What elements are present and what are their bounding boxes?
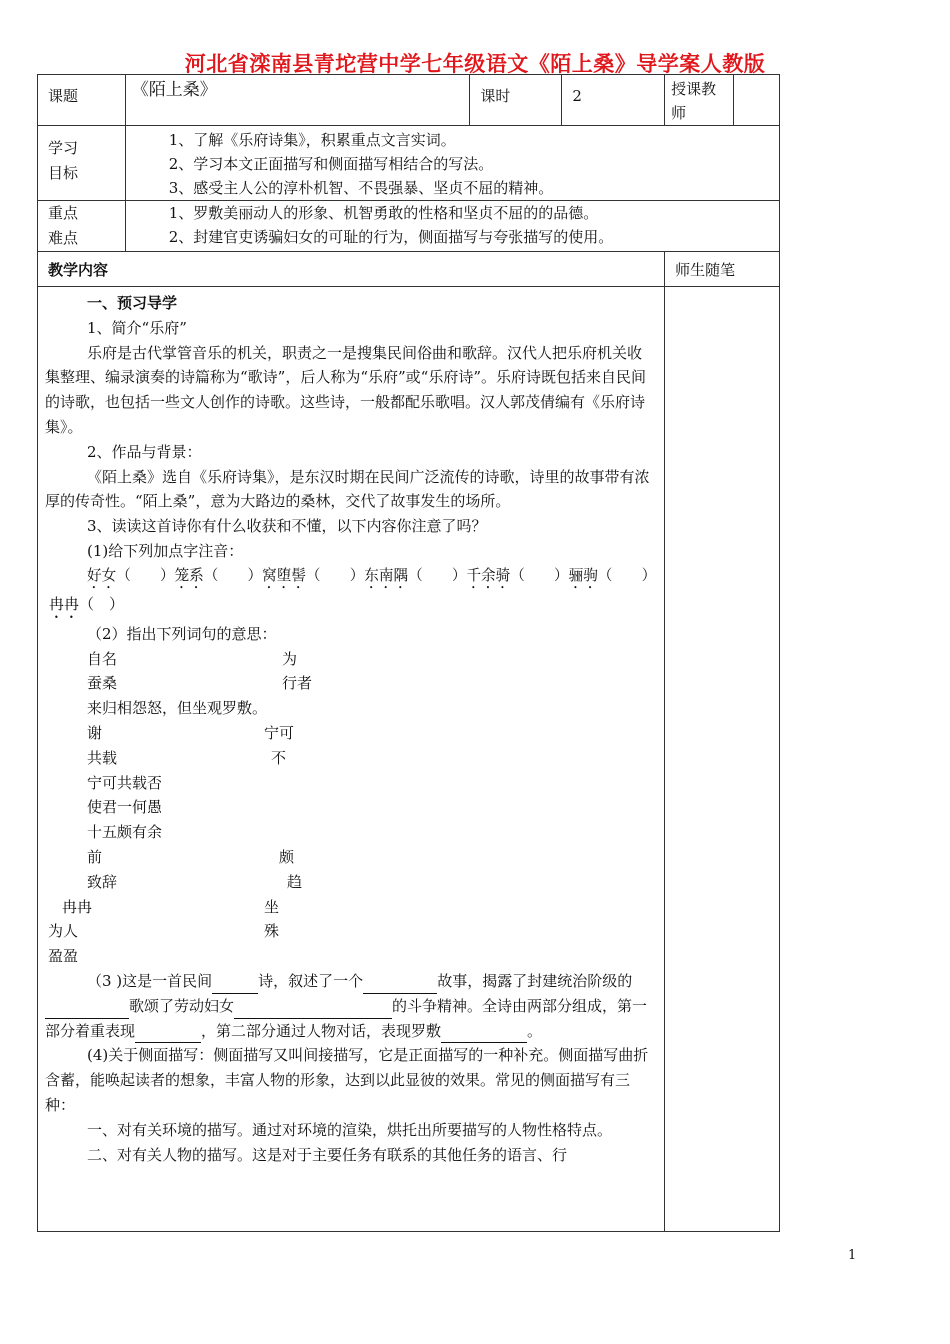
- paragraph: 二、对有关人物的描写。这是对于主要任务有联系的其他任务的语言、行: [87, 1145, 568, 1164]
- lesson-plan-table: [37, 74, 780, 1232]
- answer-blank[interactable]: [45, 1000, 129, 1019]
- goal-item: 2、学习本文正面描写和侧面描写相结合的写法。: [168, 155, 494, 173]
- word-left: 使君一何愚: [87, 798, 163, 817]
- word-left: 蚕桑: [87, 674, 118, 693]
- subsection-title: 1、简介“乐府”: [87, 318, 187, 337]
- keypoints-list: [125, 201, 779, 252]
- keypoints-label-text: 重点难点: [48, 204, 79, 247]
- question-text: 歌颂了劳动妇女: [129, 996, 235, 1015]
- word-row: [45, 721, 656, 746]
- subsection-title: 2、作品与背景：: [87, 442, 202, 461]
- teacher-label: 授课教师: [665, 75, 734, 126]
- question-text: 故事，揭露了封建统治阶级的: [437, 971, 633, 990]
- paragraph: (4)关于侧面描写：侧面描写又叫间接描写，它是正面描写的一种补充。侧面描写曲折含蓄，能唤起读者的想象，丰富人物的形象，达到以此显彼的效果。常见的侧面描写有三种：: [45, 1046, 649, 1114]
- word-right: 为: [282, 649, 298, 668]
- notes-column[interactable]: [665, 287, 780, 1232]
- answer-blank[interactable]: [212, 975, 258, 994]
- topic-value: 《陌上桑》: [125, 75, 470, 126]
- keypoints-label: [38, 201, 126, 252]
- word-right: 行者: [282, 674, 313, 693]
- word-row: [45, 845, 656, 870]
- word-row: [45, 746, 656, 771]
- fill-in-question: [45, 969, 656, 1043]
- word-right: 坐: [264, 897, 280, 916]
- period-value: 2: [562, 75, 665, 126]
- word-left: 十五颇有余: [87, 823, 163, 842]
- paragraph: 《陌上桑》选自《乐府诗集》，是东汉时期在民间广泛流传的诗歌，诗里的故事带有浓厚的传奇性。“陌上桑”，意为大路边的桑林，交代了故事发生的场所。: [45, 467, 650, 511]
- pinyin-exercise-line: 好女（ ）笼系（ ）窝堕髻（ ）东南隅（ ）千余骑（ ）骊驹（ ）: [87, 566, 657, 584]
- word-right: 宁可: [264, 723, 295, 742]
- teacher-value: [734, 75, 780, 126]
- word-row: [45, 895, 656, 920]
- topic-label: 课题: [38, 75, 126, 126]
- word-left: 盈盈: [48, 947, 79, 966]
- question-title: (1)给下列加点字注音：: [87, 541, 244, 560]
- question-text: ，第二部分通过人物对话，表现罗敷: [201, 1021, 442, 1040]
- word-row: [45, 795, 656, 820]
- goals-label-text: 学习目标: [48, 139, 79, 182]
- word-left: 来归相怨怒，但坐观罗敷。: [87, 699, 268, 718]
- section-heading: 一、预习导学: [87, 294, 178, 312]
- word-row: [45, 671, 656, 696]
- word-row: [45, 771, 656, 796]
- answer-blank[interactable]: [234, 1000, 392, 1019]
- word-left: 共载: [87, 748, 118, 767]
- period-label: 课时: [470, 75, 562, 126]
- teaching-content: [38, 287, 665, 1232]
- answer-blank[interactable]: [135, 1024, 201, 1043]
- word-right: 殊: [264, 922, 280, 941]
- word-left: 自名: [87, 649, 118, 668]
- goal-item: 1、了解《乐府诗集》，积累重点文言实词。: [168, 131, 456, 149]
- goal-item: 3、感受主人公的淳朴机智、不畏强暴、坚贞不屈的精神。: [168, 179, 554, 197]
- word-row: [45, 820, 656, 845]
- word-left: 致辞: [87, 872, 118, 891]
- page-number: 1: [848, 1248, 857, 1263]
- question-text: 诗，叙述了一个: [258, 971, 364, 990]
- word-left: 前: [87, 847, 103, 866]
- word-row: [45, 919, 656, 944]
- word-left: 谢: [87, 723, 103, 742]
- keypoint-item: 2、封建官吏诱骗妇女的可耻的行为，侧面描写与夸张描写的使用。: [168, 228, 614, 246]
- paragraph: 一、对有关环境的描写。通过对环境的渲染，烘托出所要描写的人物性格特点。: [87, 1120, 613, 1139]
- word-row: [45, 696, 656, 721]
- pinyin-exercise-line: 冉冉（ ）: [49, 594, 125, 613]
- answer-blank[interactable]: [363, 975, 437, 994]
- question-title: （2）指出下列词句的意思：: [87, 624, 277, 643]
- document-title: 河北省滦南县青坨营中学七年级语文《陌上桑》导学案人教版: [184, 52, 766, 76]
- question-text: 。: [527, 1021, 543, 1040]
- answer-blank[interactable]: [441, 1024, 527, 1043]
- word-right: 颇: [279, 847, 295, 866]
- question-text: （3 )这是一首民间: [87, 971, 213, 990]
- notes-header: 师生随笔: [665, 252, 780, 287]
- word-row: [45, 647, 656, 672]
- subsection-title: 3、读读这首诗你有什么收获和不懂，以下内容你注意了吗？: [87, 517, 487, 536]
- word-right: 不: [271, 748, 287, 767]
- question-text: 的斗争精神。全诗由两部分组成，第一部分着重表现: [45, 996, 648, 1040]
- content-header: 教学内容: [38, 252, 665, 287]
- word-left: 宁可共载否: [87, 773, 163, 792]
- word-right: 趋: [287, 872, 303, 891]
- goals-label: [38, 126, 126, 201]
- keypoint-item: 1、罗敷美丽动人的形象、机智勇敢的性格和坚贞不屈的的品德。: [168, 204, 599, 222]
- paragraph: 乐府是古代掌管音乐的机关，职责之一是搜集民间俗曲和歌辞。汉代人把乐府机关收集整理、编录演奏的诗篇称为“歌诗”，后人称为“乐府”或“乐府诗”。乐府诗既包括来自民间的诗歌，也包括一些文人创作的诗歌。这些诗，一般都配乐歌唱。汉人郭茂倩编有《乐府诗集》。: [45, 343, 647, 436]
- word-left: 为人: [48, 922, 79, 941]
- word-left: 冉冉: [62, 897, 93, 916]
- goals-list: [125, 126, 779, 201]
- word-row: [45, 870, 656, 895]
- word-row: [45, 944, 656, 969]
